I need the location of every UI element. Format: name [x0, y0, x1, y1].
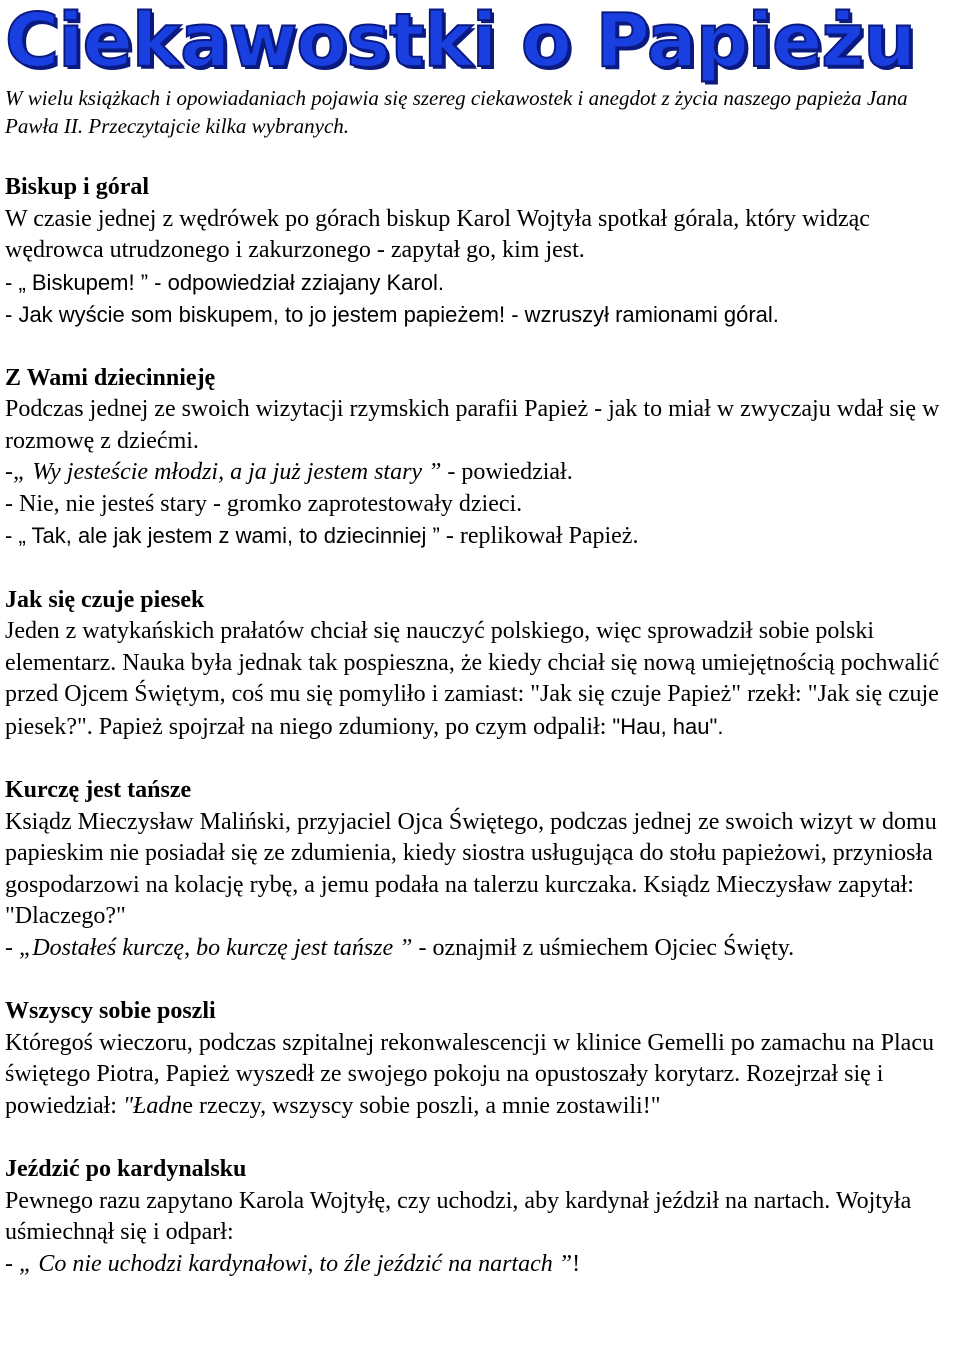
- section-body: Ksiądz Mieczysław Maliński, przyjaciel Ojca Świętego, podczas jednej ze swoich wizyt w domu papieskim nie posiadał się ze zdumienia, kiedy siostra usługująca do stołu papieżowi, przyniosła gospodarzowi na kolację rybę, a jemu podała na talerzu kurczaka. Ksiądz Mieczysław zapytał: "Dlaczego?": [5, 808, 937, 929]
- section-body: Któregoś wieczoru, podczas szpitalnej rekonwalescencji w klinice Gemelli po zamachu na Placu świętego Piotra, Papież wyszedł ze swojego pokoju na opustoszały korytarz. Rozejrzał się i powiedział: "Ładne rzeczy, wszyscy sobie poszli, a mnie zostawili!": [5, 1029, 934, 1119]
- title-banner: [5, 0, 955, 82]
- section-heading: Biskup i góral: [5, 174, 150, 200]
- section-body: Jeden z watykańskich prałatów chciał się nauczyć polskiego, więc sprowadził sobie polski elementarz. Nauka była jednak tak pospieszna, że kiedy chciał się nową umiejętnością pochwalić przed Ojcem Świętym, coś mu się pomyliło i zamiast: "Jak się czuje Papież" rzekł: "Jak się czuje piesek?". Papież spojrzał na niego zdumiony, po czym odpalił: "Hau, hau".: [5, 618, 940, 740]
- page-title: Ciekawostki o Papieżu: [5, 0, 916, 84]
- dialogue-line: - „ Biskupem! ” - odpowiedział zziajany Karol.: [5, 269, 444, 295]
- section-jak-sie-czuje-piesek: [5, 585, 955, 744]
- section-body: W czasie jednej z wędrówek po górach biskup Karol Wojtyła spotkał górala, który widząc wędrowca utrudzonego i zakurzonego - zapytał go, kim jest.: [5, 205, 870, 263]
- dialogue-line: - Nie, nie jesteś stary - gromko zaprotestowały dzieci.: [5, 490, 523, 517]
- dialogue-line: -„ Wy jesteście młodzi, a ja już jestem stary ” - powiedział.: [5, 459, 573, 485]
- document-page: [5, 0, 955, 1280]
- intro-paragraph: W wielu książkach i opowiadaniach pojawia się szereg ciekawostek i anegdot z życia naszego papieża Jana Pawła II. Przeczytajcie kilka wybranych.: [5, 86, 908, 138]
- section-heading: Kurczę jest tańsze: [5, 777, 192, 803]
- dialogue-line: - „Dostałeś kurczę, bo kurczę jest tańsze ” - oznajmił z uśmiechem Ojciec Święty.: [5, 934, 795, 961]
- section-z-wami-dziecinnieje: [5, 363, 955, 553]
- section-heading: Z Wami dziecinnieję: [5, 364, 216, 391]
- section-kurcze-jest-tansze: [5, 775, 955, 964]
- section-heading: Jeździć po kardynalsku: [5, 1156, 247, 1182]
- section-jezdzic-po-kardynalsku: [5, 1154, 955, 1280]
- dialogue-line: - „ Tak, ale jak jestem z wami, to dziecinniej ” - replikował Papież.: [5, 523, 639, 549]
- section-body: Pewnego razu zapytano Karola Wojtyłę, czy uchodzi, aby kardynał jeździł na nartach. Wojtyła uśmiechnął się i odparł:: [5, 1187, 912, 1245]
- dialogue-line: - „ Co nie uchodzi kardynałowi, to źle jeździć na nartach ”!: [5, 1250, 581, 1277]
- section-biskup-i-goral: [5, 172, 955, 331]
- section-wszyscy-sobie-poszli: [5, 996, 955, 1122]
- section-heading: Jak się czuje piesek: [5, 586, 205, 613]
- section-body: Podczas jednej ze swoich wizytacji rzymskich parafii Papież - jak to miał w zwyczaju wdał się w rozmowę z dziećmi.: [5, 396, 940, 454]
- dialogue-line: - Jak wyście som biskupem, to jo jestem papieżem! - wzruszył ramionami góral.: [5, 302, 779, 327]
- section-heading: Wszyscy sobie poszli: [5, 998, 216, 1024]
